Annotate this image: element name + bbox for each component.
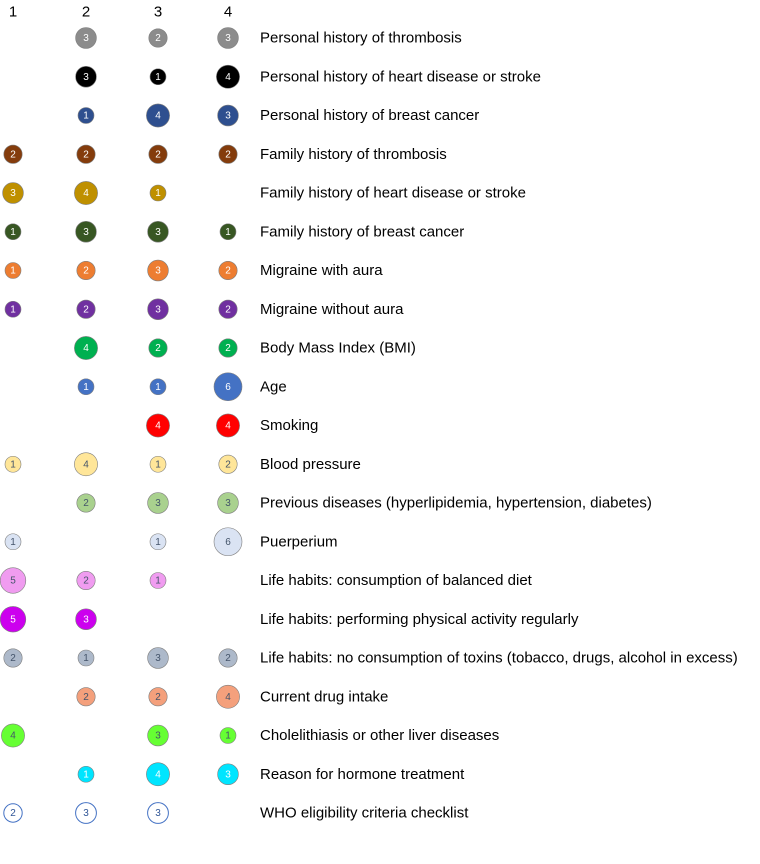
column-header-3: 3: [153, 3, 163, 21]
row-label: Migraine without aura: [260, 300, 404, 318]
bubble-r12-c4: [219, 455, 237, 473]
bubble-value: 4: [83, 188, 89, 199]
bubble-r7-c2: [77, 261, 95, 279]
bubble-r5-c3: [150, 185, 166, 201]
row-label: Family history of breast cancer: [260, 223, 465, 241]
bubble-r4-c3: [149, 145, 167, 163]
bubble-value: 2: [225, 343, 231, 354]
row-label: Blood pressure: [260, 455, 361, 473]
bubble-value: 2: [83, 304, 89, 316]
bubble-r4-c4: [219, 145, 237, 163]
bubble-r6-c1: [5, 224, 21, 240]
bubble-value: 4: [225, 420, 231, 432]
row-label: Family history of heart disease or stroke: [260, 184, 526, 202]
bubble-value: 1: [83, 653, 89, 664]
bubble-r20-c3: [146, 763, 169, 786]
bubble-value: 4: [155, 769, 161, 781]
bubble-r7-c3: [148, 260, 169, 281]
bubble-value: 3: [225, 33, 231, 44]
row-label: Personal history of breast cancer: [260, 107, 480, 124]
row-label: Personal history of heart disease or stroke: [260, 68, 541, 86]
bubble-r2-c4: [216, 65, 239, 88]
bubble-r10-c2: [78, 379, 94, 395]
bubble-value: 2: [83, 149, 89, 161]
bubble-value: 1: [83, 381, 89, 393]
bubble-value: 3: [155, 498, 161, 509]
bubble-r6-c3: [148, 221, 169, 242]
bubble-r1-c3: [149, 29, 167, 47]
bubble-r4-c2: [77, 145, 95, 163]
row-label: Migraine with aura: [260, 262, 383, 279]
column-header-2: 2: [81, 3, 91, 21]
bubble-r9-c4: [219, 339, 237, 357]
bubble-r14-c1: [5, 534, 21, 550]
bubble-value: 2: [155, 343, 161, 354]
bubble-r1-c2: [76, 28, 97, 49]
bubble-r3-c4: [218, 105, 239, 126]
bubble-r11-c3: [146, 414, 169, 437]
bubble-r17-c4: [219, 649, 237, 667]
bubble-r15-c2: [77, 571, 95, 589]
bubble-r16-c1: [0, 606, 26, 632]
bubble-value: 6: [225, 536, 231, 548]
bubble-r17-c1: [4, 649, 22, 667]
bubble-value: 3: [225, 498, 231, 509]
bubble-value: 1: [10, 459, 16, 471]
bubble-value: 3: [155, 226, 161, 238]
bubble-value: 6: [225, 381, 231, 393]
bubble-value: 3: [10, 188, 16, 199]
bubble-value: 1: [155, 459, 161, 471]
bubble-value: 3: [83, 226, 89, 238]
bubble-value: 1: [83, 769, 89, 781]
bubble-value: 2: [10, 149, 16, 161]
bubble-value: 2: [10, 808, 16, 819]
bubble-value: 2: [225, 149, 231, 161]
bubble-r7-c4: [219, 261, 237, 279]
bubble-r8-c4: [219, 300, 237, 318]
bubble-r15-c3: [150, 573, 166, 589]
bubble-value: 3: [155, 304, 161, 316]
bubble-value: 1: [155, 381, 161, 393]
bubble-value: 5: [10, 614, 16, 626]
bubble-r13-c3: [148, 493, 169, 514]
bubble-r13-c2: [77, 494, 95, 512]
bubble-value: 2: [83, 691, 89, 703]
bubble-r19-c1: [1, 724, 24, 747]
bubble-r8-c2: [77, 300, 95, 318]
bubble-r5-c2: [74, 181, 97, 204]
bubble-r8-c3: [148, 299, 169, 320]
bubble-r18-c2: [77, 688, 95, 706]
bubble-value: 1: [10, 226, 16, 238]
bubble-value: 3: [83, 808, 89, 819]
row-label: Life habits: no consumption of toxins (tobacco, drugs, alcohol in excess): [260, 649, 738, 667]
bubble-r10-c3: [150, 379, 166, 395]
bubble-value: 4: [155, 110, 161, 122]
bubble-r20-c4: [218, 764, 239, 785]
bubble-r13-c4: [218, 493, 239, 514]
bubble-value: 1: [10, 536, 16, 548]
bubble-value: 1: [10, 304, 16, 316]
bubble-value: 1: [155, 188, 161, 199]
bubble-value: 4: [83, 459, 89, 471]
bubble-r3-c3: [146, 104, 169, 127]
bubble-value: 1: [155, 536, 161, 548]
bubble-r8-c1: [5, 301, 21, 317]
bubble-r5-c1: [3, 183, 24, 204]
bubble-value: 3: [155, 808, 161, 819]
bubble-value: 4: [225, 691, 231, 703]
bubble-r12-c2: [74, 453, 97, 476]
bubble-r12-c3: [150, 456, 166, 472]
bubble-r11-c4: [216, 414, 239, 437]
bubble-r19-c3: [148, 725, 169, 746]
bubble-r9-c3: [149, 339, 167, 357]
bubble-value: 1: [225, 226, 231, 238]
row-label: Personal history of thrombosis: [260, 29, 462, 47]
bubble-r1-c4: [218, 28, 239, 49]
bubble-r14-c4: [214, 528, 242, 556]
bubble-r2-c3: [150, 69, 166, 85]
column-header-4: 4: [223, 3, 233, 21]
bubble-value: 3: [155, 730, 161, 742]
bubble-value: 3: [83, 71, 89, 83]
row-label: Body Mass Index (BMI): [260, 339, 416, 357]
row-label: Cholelithiasis or other liver diseases: [260, 727, 500, 744]
bubble-r14-c3: [150, 534, 166, 550]
bubble-r3-c2: [78, 108, 94, 124]
bubble-value: 2: [225, 653, 231, 664]
bubble-value: 1: [155, 71, 161, 83]
row-label: Puerperium: [260, 533, 338, 551]
bubble-r21-c1: [4, 804, 22, 822]
bubble-value: 3: [225, 769, 231, 781]
bubble-value: 2: [155, 691, 161, 703]
bubble-r17-c3: [148, 648, 169, 669]
bubble-value: 2: [225, 459, 231, 471]
bubble-r9-c2: [74, 336, 97, 359]
bubble-r17-c2: [78, 650, 94, 666]
bubble-value: 4: [225, 71, 231, 83]
bubble-value: 1: [10, 265, 16, 277]
bubble-value: 3: [83, 614, 89, 626]
row-label: Previous diseases (hyperlipidemia, hypertension, diabetes): [260, 494, 652, 512]
bubble-r2-c2: [76, 66, 97, 87]
bubble-r18-c3: [149, 688, 167, 706]
bubble-r19-c4: [220, 728, 236, 744]
bubble-r4-c1: [4, 145, 22, 163]
row-label: Age: [260, 378, 287, 396]
column-header-1: 1: [8, 3, 18, 21]
bubble-value: 2: [155, 149, 161, 161]
bubble-r15-c1: [0, 568, 26, 594]
bubble-r21-c2: [76, 803, 97, 824]
bubble-value: 4: [10, 730, 16, 742]
bubble-value: 3: [155, 653, 161, 664]
bubble-value: 2: [83, 575, 89, 587]
bubble-r6-c2: [76, 221, 97, 242]
bubble-value: 1: [225, 730, 231, 742]
row-label: Life habits: performing physical activity regularly: [260, 610, 579, 628]
bubble-value: 1: [155, 575, 161, 587]
bubble-value: 4: [155, 420, 161, 432]
row-label: Life habits: consumption of balanced diet: [260, 572, 532, 589]
bubble-r10-c4: [214, 373, 242, 401]
bubble-r12-c1: [5, 456, 21, 472]
bubble-value: 1: [83, 110, 89, 122]
bubble-value: 3: [225, 110, 231, 122]
bubble-value: 2: [83, 265, 89, 277]
row-label: Family history of thrombosis: [260, 145, 447, 163]
bubble-r21-c3: [148, 803, 169, 824]
bubble-value: 3: [83, 33, 89, 44]
bubble-value: 2: [10, 653, 16, 664]
bubble-value: 2: [225, 304, 231, 316]
bubble-value: 5: [10, 575, 16, 587]
row-label: Current drug intake: [260, 688, 389, 706]
bubble-value: 2: [225, 265, 231, 277]
bubble-r16-c2: [76, 609, 97, 630]
bubble-r6-c4: [220, 224, 236, 240]
row-label: WHO eligibility criteria checklist: [260, 804, 469, 822]
bubble-r7-c1: [5, 263, 21, 279]
row-label: Smoking: [260, 417, 319, 434]
bubble-value: 4: [83, 343, 89, 354]
bubble-value: 2: [155, 33, 161, 44]
bubble-r20-c2: [78, 766, 94, 782]
bubble-value: 2: [83, 498, 89, 509]
bubble-value: 3: [155, 265, 161, 277]
row-label: Reason for hormone treatment: [260, 765, 465, 783]
bubble-r18-c4: [216, 685, 239, 708]
